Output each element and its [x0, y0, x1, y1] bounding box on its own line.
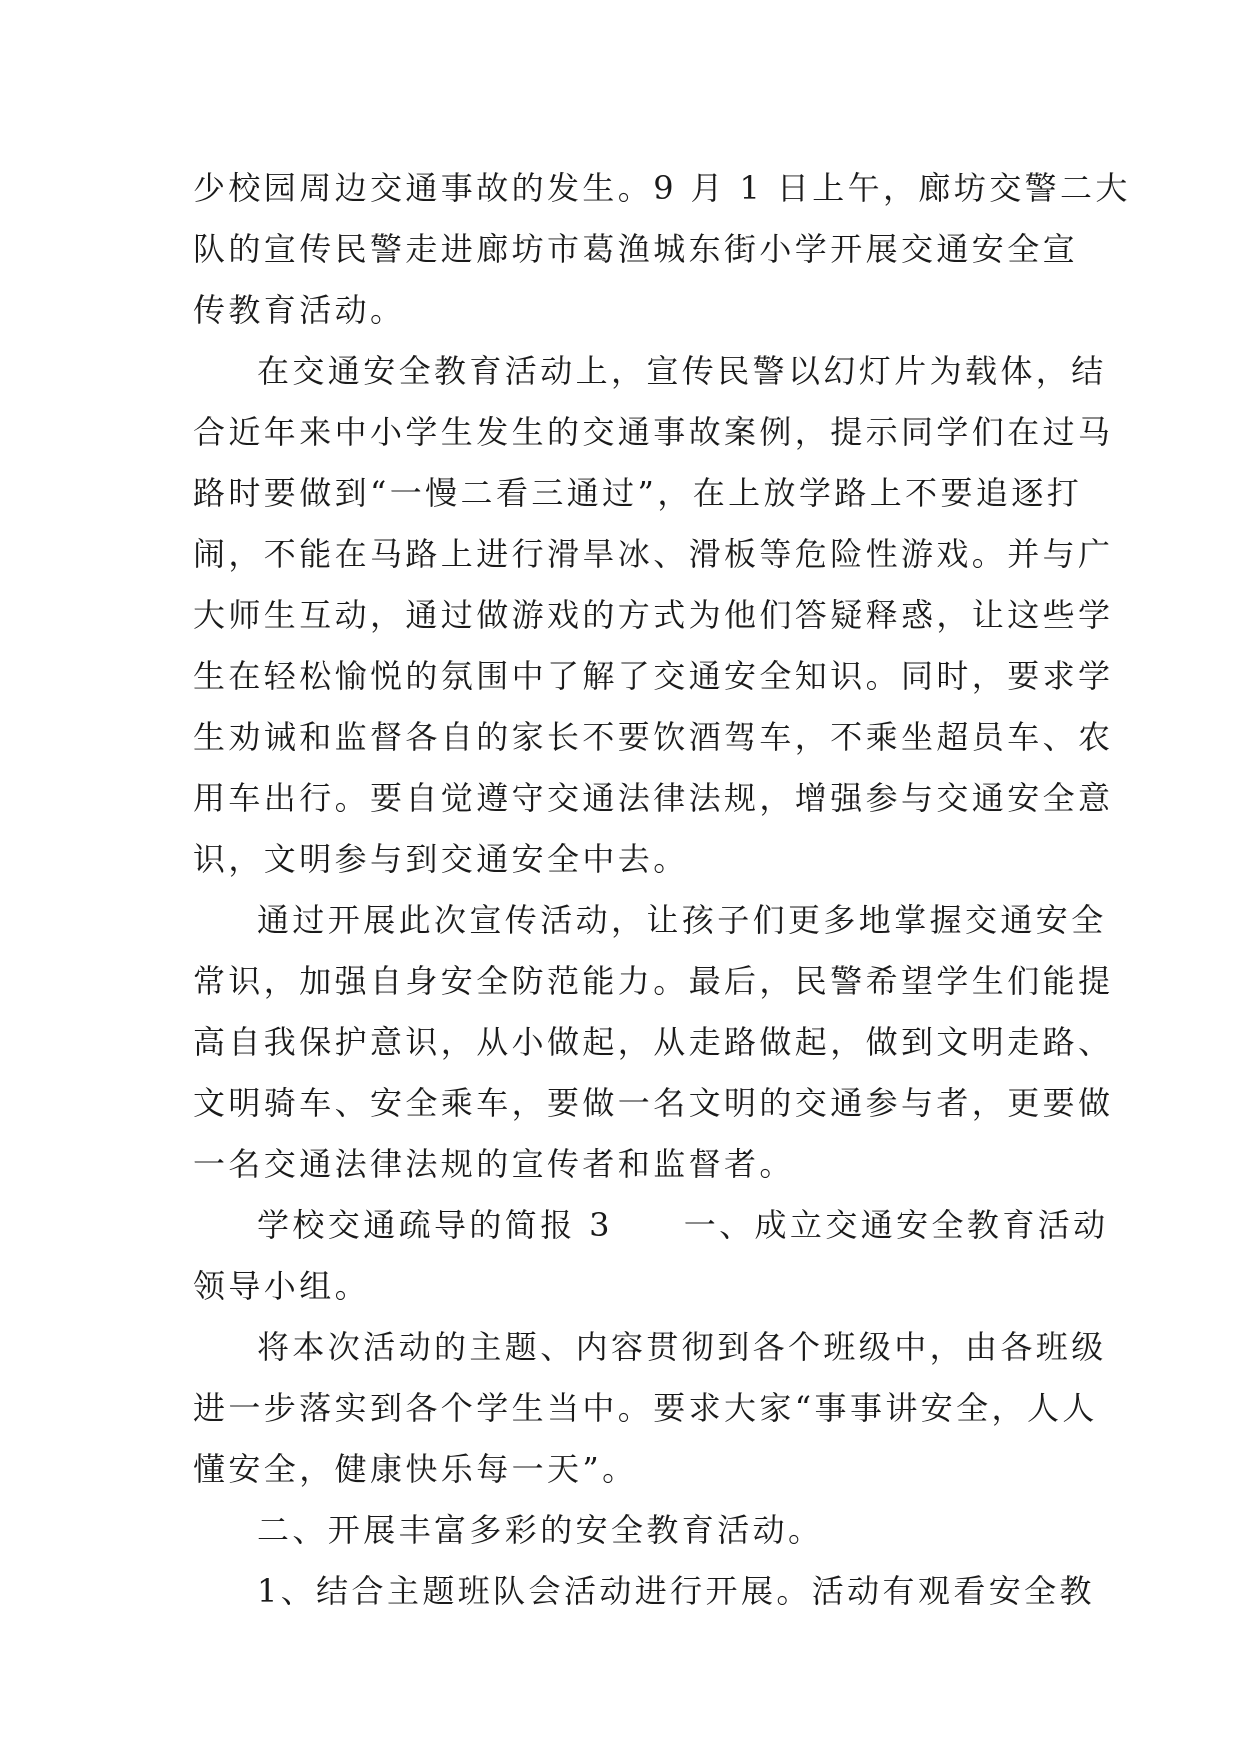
text-line: 闹，不能在马路上进行滑旱冰、滑板等危险性游戏。并与广 — [193, 535, 1114, 573]
paragraph-first-line: 1、结合主题班队会活动进行开展。活动有观看安全教 — [257, 1572, 1095, 1610]
text-line: 队的宣传民警走进廊坊市葛渔城东街小学开展交通安全宣 — [193, 230, 1079, 268]
document-body — [193, 158, 1131, 1622]
paragraph-first-line: 将本次活动的主题、内容贯彻到各个班级中，由各班级 — [257, 1328, 1107, 1366]
text-line: 一名交通法律法规的宣传者和监督者。 — [193, 1145, 795, 1183]
text-line: 常识，加强自身安全防范能力。最后，民警希望学生们能提 — [193, 962, 1114, 1000]
text-line: 领导小组。 — [193, 1267, 371, 1305]
text-line: 生劝诫和监督各自的家长不要饮酒驾车，不乘坐超员车、农 — [193, 718, 1114, 756]
paragraph-first-line: 在交通安全教育活动上，宣传民警以幻灯片为载体，结 — [257, 352, 1107, 390]
text-line: 合近年来中小学生发生的交通事故案例，提示同学们在过马 — [193, 413, 1114, 451]
text-line: 懂安全，健康快乐每一天”。 — [193, 1450, 638, 1488]
text-line: 进一步落实到各个学生当中。要求大家“事事讲安全，人人 — [193, 1389, 1098, 1427]
text-line: 文明骑车、安全乘车，要做一名文明的交通参与者，更要做 — [193, 1084, 1114, 1122]
paragraph-first-line: 通过开展此次宣传活动，让孩子们更多地掌握交通安全 — [257, 901, 1107, 939]
text-line: 高自我保护意识，从小做起，从走路做起，做到文明走路、 — [193, 1023, 1114, 1061]
text-line: 识，文明参与到交通安全中去。 — [193, 840, 689, 878]
text-line: 路时要做到“一慢二看三通过”，在上放学路上不要追逐打 — [193, 474, 1083, 512]
text-line: 生在轻松愉悦的氛围中了解了交通安全知识。同时，要求学 — [193, 657, 1114, 695]
text-line: 传教育活动。 — [193, 291, 406, 329]
text-line: 大师生互动，通过做游戏的方式为他们答疑释惑，让这些学 — [193, 596, 1114, 634]
section-heading-line: 学校交通疏导的简报 3 一、成立交通安全教育活动 — [257, 1206, 1109, 1244]
text-line: 用车出行。要自觉遵守交通法律法规，增强参与交通安全意 — [193, 779, 1114, 817]
text-line: 少校园周边交通事故的发生。9 月 1 日上午，廊坊交警二大 — [193, 169, 1131, 207]
paragraph-first-line: 二、开展丰富多彩的安全教育活动。 — [257, 1511, 824, 1549]
